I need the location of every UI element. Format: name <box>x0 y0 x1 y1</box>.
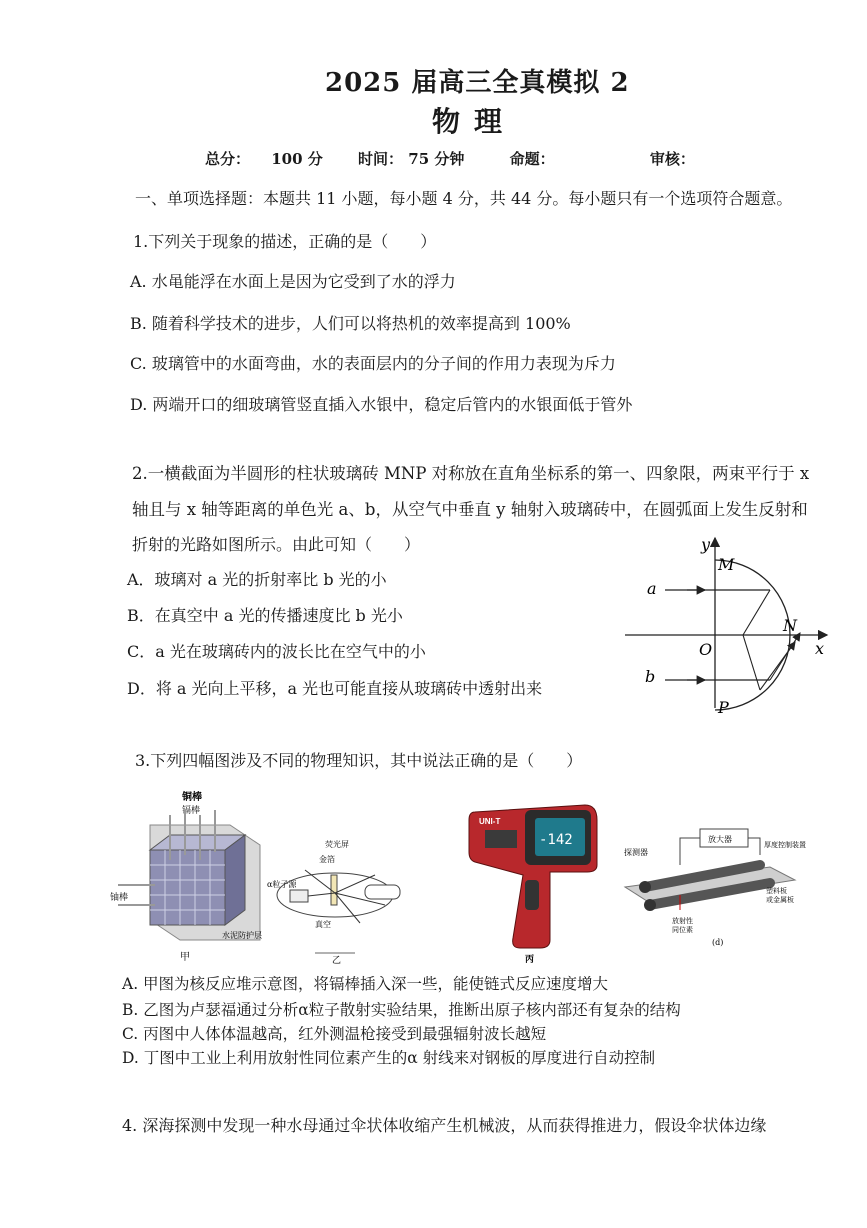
bing-trigger <box>525 880 539 910</box>
q2-optics-figure <box>615 530 845 725</box>
jia-label-uranium: 铀棒 <box>110 893 129 903</box>
jia-label-concrete: 水泥防护层 <box>222 931 262 940</box>
subject-title: 物理 <box>432 105 517 138</box>
q2-stem-line2: 轴且与 x 轴等距离的单色光 a、b，从空气中垂直 y 轴射入玻璃砖中，在圆弧面上发生反射和 <box>132 500 808 519</box>
q3-figure-ding <box>620 825 806 950</box>
yi-caption: 乙 <box>332 956 342 966</box>
ding-label-amp: 放大器 <box>708 835 732 844</box>
exam-title: 2025 届高三全真模拟 2 <box>325 68 630 98</box>
ding-label-control: 厚度控制装置 <box>764 841 806 849</box>
q1-stem: 1.下列关于现象的描述，正确的是（ ） <box>133 232 437 251</box>
label-p: P <box>718 698 729 717</box>
q1-option-d: D. 两端开口的细玻璃管竖直插入水银中，稳定后管内的水银面低于管外 <box>130 395 633 414</box>
q3-stem: 3.下列四幅图涉及不同的物理知识，其中说法正确的是（ ） <box>135 751 583 770</box>
bing-reading: -142 <box>539 832 573 848</box>
yi-label-screen: 荧光屏 <box>325 840 349 849</box>
jia-core-side <box>225 835 245 925</box>
label-b: b <box>645 667 656 686</box>
q1-option-b: B. 随着科学技术的进步，人们可以将热机的效率提高到 100% <box>130 314 571 333</box>
q2-stem-line1: 2.一横截面为半圆形的柱状玻璃砖 MNP 对称放在直角坐标系的第一、四象限，两束平行于 x <box>132 464 810 483</box>
q4-stem: 4. 深海探测中发现一种水母通过伞状体收缩产生机械波，从而获得推进力，假设伞状体边缘 <box>122 1116 767 1135</box>
q3-option-c: C. 丙图中人体体温越高，红外测温枪接受到最强辐射波长越短 <box>122 1025 547 1043</box>
yi-microscope <box>365 885 400 899</box>
label-x: x <box>815 639 825 658</box>
ding-wire-right <box>748 838 760 855</box>
q3-option-a: A. 甲图为核反应堆示意图，将镉棒插入深一些，能使链式反应速度增大 <box>122 975 609 993</box>
q1-option-c: C. 玻璃管中的水面弯曲，水的表面层内的分子间的作用力表现为斥力 <box>130 354 616 373</box>
ray-a-reflected2 <box>743 635 760 690</box>
jia-label-cadmium: 镉棒 <box>182 806 201 816</box>
yi-label-foil: 金箔 <box>319 855 335 864</box>
label-m: M <box>718 555 735 574</box>
label-o: O <box>699 640 713 659</box>
ray-a-reflected <box>743 590 770 635</box>
label-a: a <box>647 579 657 598</box>
yi-source <box>290 890 308 902</box>
q3-figure-jia <box>110 790 270 965</box>
ding-label-plate2: 或金属板 <box>766 896 794 904</box>
ding-label-plate1: 塑料板 <box>766 887 787 895</box>
ray-b-out <box>770 633 800 680</box>
section-heading: 一、单项选择题：本题共 11 小题，每小题 4 分，共 44 分。每小题只有一个选项符合题意。 <box>135 189 793 208</box>
jia-label-copper: 铜棒 <box>182 792 202 803</box>
ding-wire-left <box>680 838 700 865</box>
label-y: y <box>701 535 711 554</box>
bing-brand: UNI-T <box>479 817 501 826</box>
ding-label-iso2: 同位素 <box>672 926 693 934</box>
total-value: 100 分 <box>271 150 323 168</box>
yi-label-source: α粒子源 <box>267 880 297 889</box>
exam-meta <box>205 148 695 169</box>
jia-caption: 甲 <box>180 952 190 963</box>
q3-option-b: B. 乙图为卢瑟福通过分析α粒子散射实验结果，推断出原子核内部还有复杂的结构 <box>122 1001 681 1019</box>
q1-option-a: A. 水黾能浮在水面上是因为它受到了水的浮力 <box>130 272 456 291</box>
author-label: 命题： <box>509 150 555 168</box>
bing-caption: 丙 <box>525 955 535 965</box>
q2-option-a: A．玻璃对 a 光的折射率比 b 光的小 <box>127 570 387 589</box>
q2-option-d: D．将 a 光向上平移，a 光也可能直接从玻璃砖中透射出来 <box>127 679 543 698</box>
q3-option-d: D. 丁图中工业上利用放射性同位素产生的α 射线来对钢板的厚度进行自动控制 <box>122 1049 656 1067</box>
bing-lens-panel <box>485 830 517 848</box>
jia-core-cube <box>150 850 225 925</box>
review-label: 审核： <box>649 150 695 168</box>
ding-label-iso1: 放射性 <box>672 917 693 925</box>
total-label: 总分： <box>205 150 251 168</box>
q2-stem-line3: 折射的光路如图所示。由此可知（ ） <box>132 535 421 554</box>
q2-option-c: C．a 光在玻璃砖内的波长比在空气中的小 <box>127 642 426 661</box>
yi-label-vacuum: 真空 <box>315 920 331 929</box>
ding-label-detector: 探测器 <box>624 848 648 857</box>
time-value: 75 分钟 <box>408 150 465 168</box>
q3-figure-bing <box>465 800 605 965</box>
time-label: 时间： <box>358 150 404 168</box>
ding-caption: (d) <box>712 938 724 947</box>
q2-option-b: B．在真空中 a 光的传播速度比 b 光小 <box>127 606 403 625</box>
label-n: N <box>783 616 797 635</box>
q3-figure-yi <box>265 835 415 965</box>
